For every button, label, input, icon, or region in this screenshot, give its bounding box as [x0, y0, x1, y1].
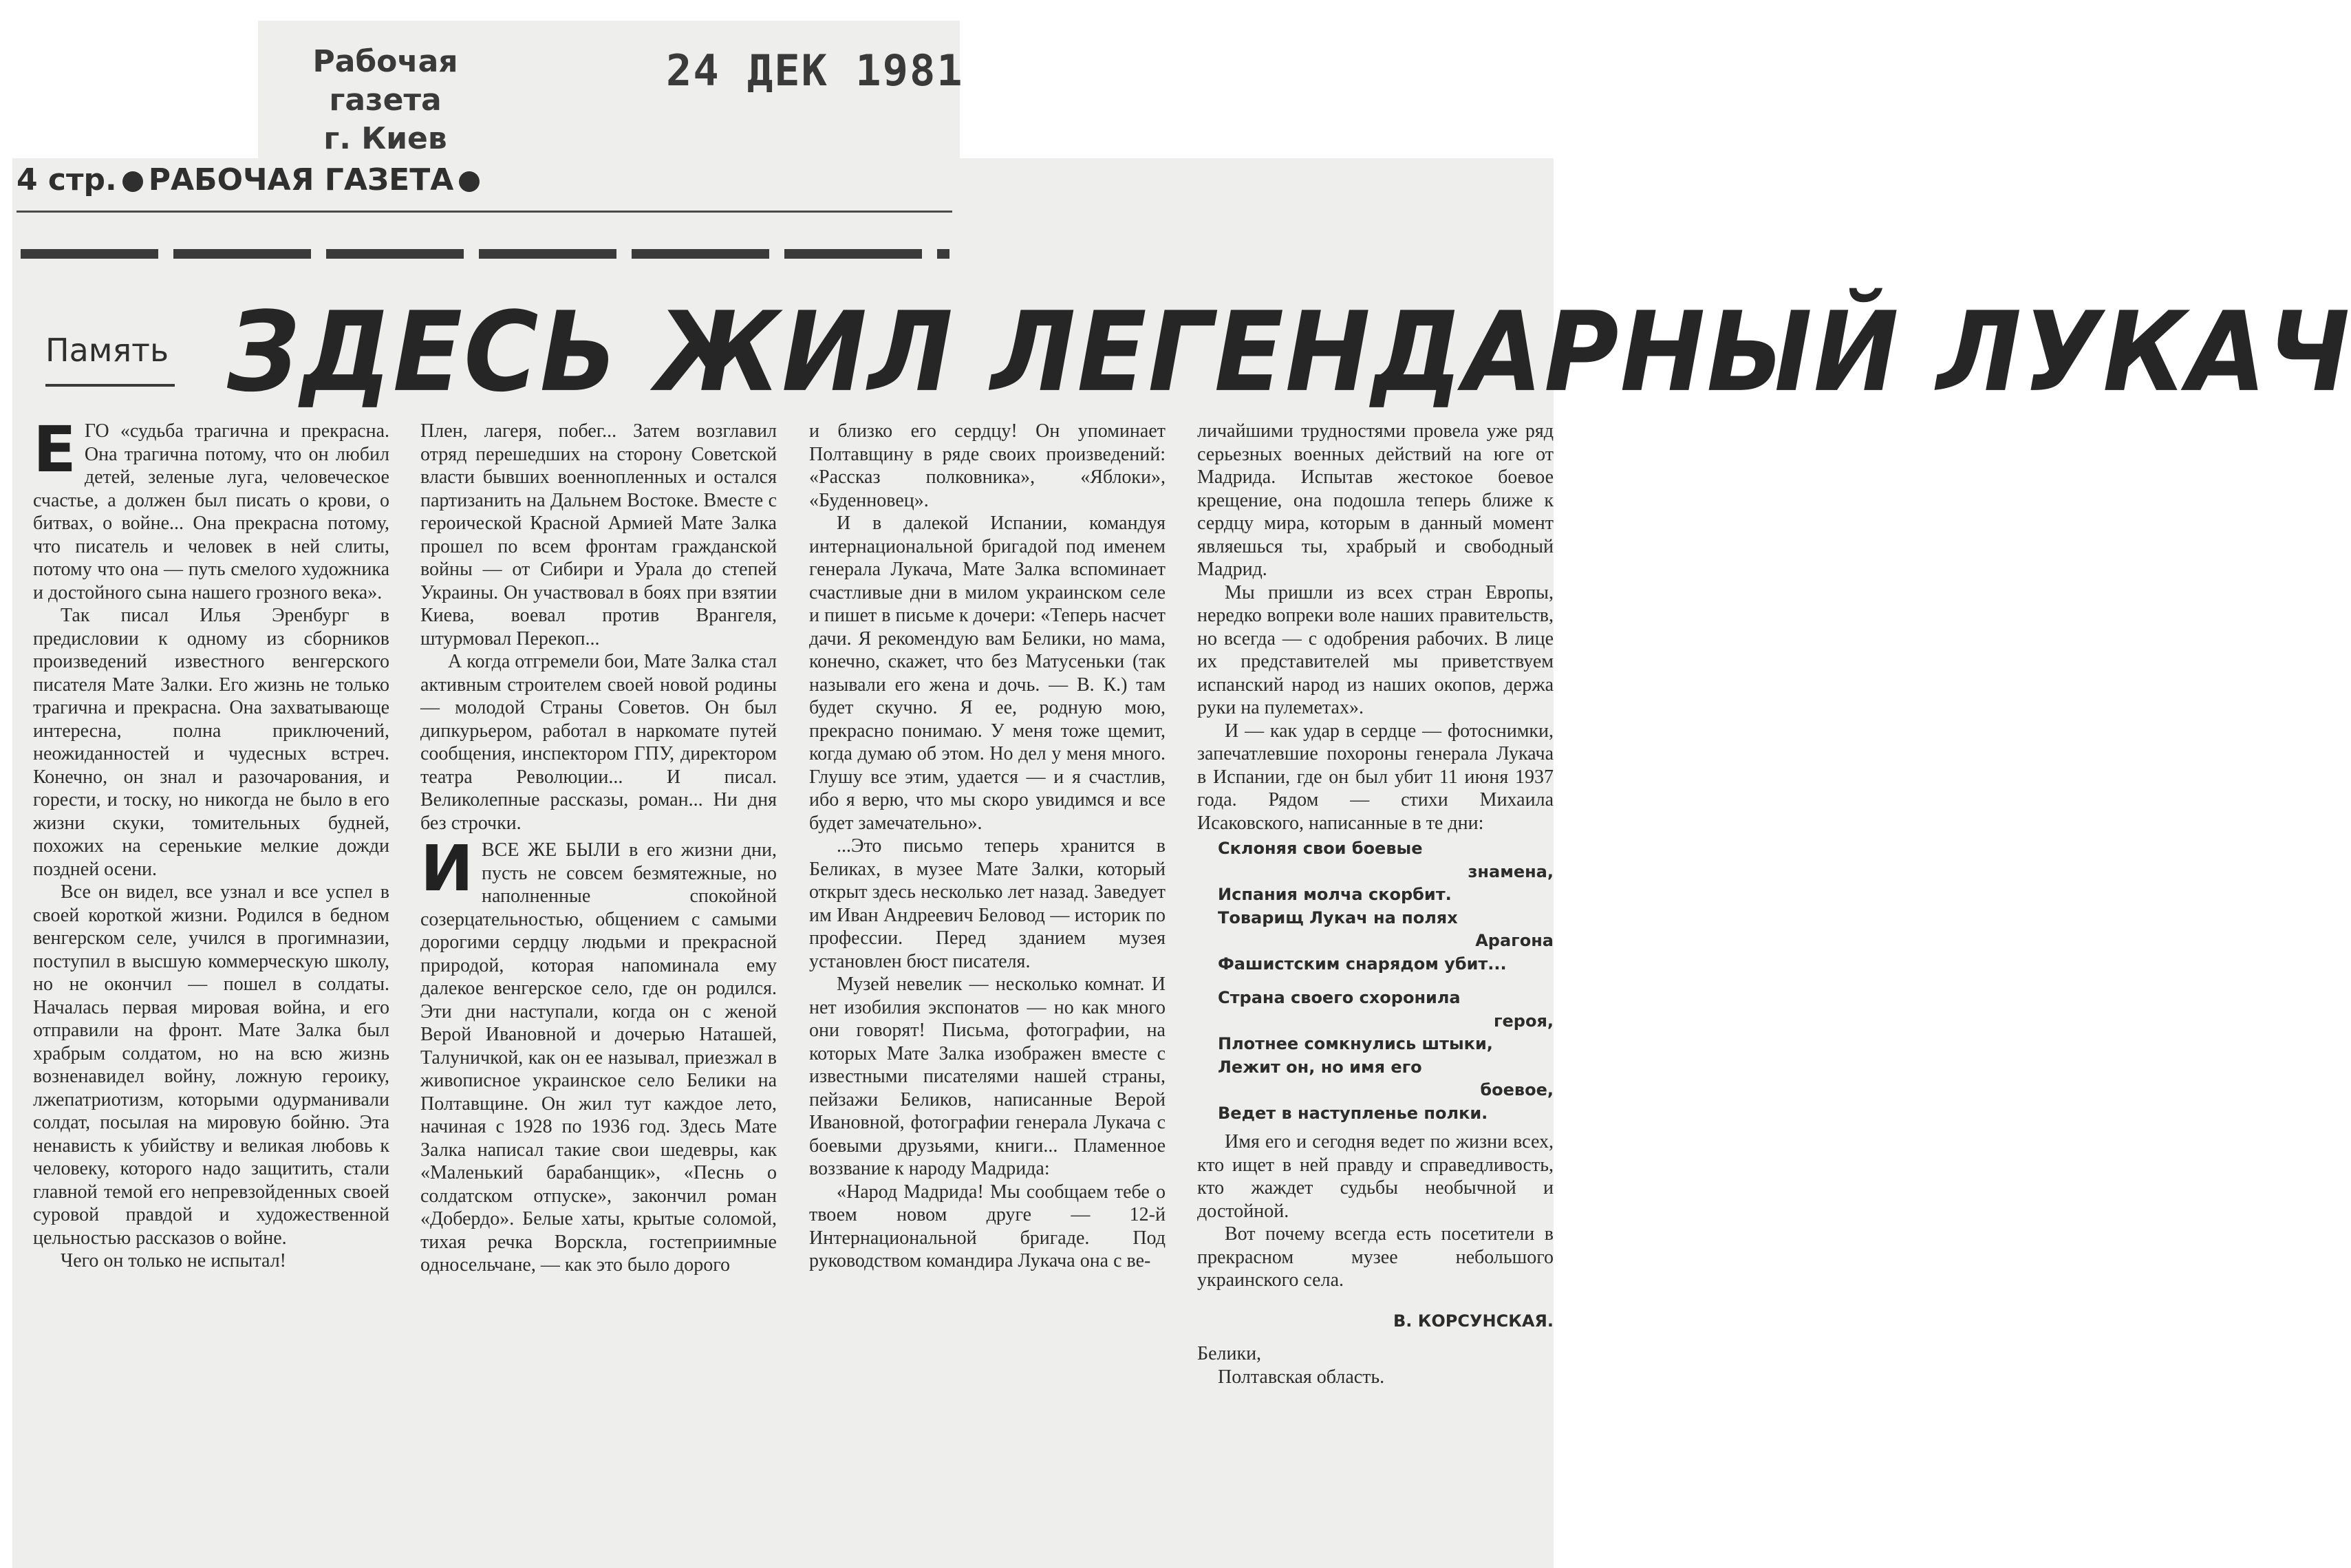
- poem-line: Склоняя свои боевые: [1218, 839, 1423, 858]
- page-folio: [17, 162, 485, 197]
- bullet-icon: [122, 171, 143, 192]
- paragraph: личайшими трудностями провела уже ряд серьезных военных действий на юге от Мадрида. Испытав жестокое боевое крещение, она подошла теперь ближе к сердцу мира, которым в данный момент являешься ты, храбрый и свободный Мадрид.: [1197, 420, 1554, 580]
- article-column-2: [420, 420, 777, 1568]
- poem-line: знамена,: [1468, 861, 1554, 881]
- paragraph: Плен, лагеря, побег... Затем возглавил отряд перешедших на сторону Советской власти бывших военнопленных и остался партизанить на Дальнем Востоке. Вместе с героической Красной Армией Мате Залка прошел по всем фронтам гражданской войны — от Сибири и Урала до степей Украины. Он участвовал в боях при взятии Киева, воевал против Врангеля, штурмовал Перекоп...: [420, 420, 777, 649]
- rubric-label: Память: [45, 332, 169, 369]
- paragraph: А когда отгремели бои, Мате Залка стал активным строителем своей новой родины — молодой Страны Советов. Он был дипкурьером, работал в наркомате путей сообщения, инспектором ГПУ, директором театра Революции... И писал. Великолепные рассказы, роман... Ни дня без строчки.: [420, 651, 777, 834]
- rubric-underline: [45, 384, 175, 387]
- paragraph: И — как удар в сердце — фотоснимки, запечатлевшие похороны генерала Лукача в Испании, где он был убит 11 июня 1937 года. Рядом — стихи Михаила Исаковского, написанные в те дни:: [1197, 720, 1554, 834]
- paragraph: Так писал Илья Эренбург в предисловии к одному из сборников произведений известного венгерского писателя Мате Залки. Его жизнь не только трагична и прекрасна. Она захватывающе интересна, полна приключений, неожиданностей и чудесных встреч. Конечно, он знал и разочарования, и горести, и тоску, но никогда не было в его жизни скуки, томительных будней, похожих на серенькие мелкие дожди поздней осени.: [33, 605, 389, 880]
- paragraph: Мы пришли из всех стран Европы, нередко вопреки воле наших правительств, но всегда — с одобрения рабочих. В лице их представителей мы приветствуем испанский народ из наших окопов, держа руки на пулеметах».: [1197, 581, 1554, 718]
- paragraph: И в далекой Испании, командуя интернациональной бригадой под именем генерала Лукача, Мате Залка вспоминает счастливые дни в милом украинском селе и пишет в письме к дочери: «Теперь насчет дачи. Я рекомендую вам Белики, но мама, конечно, скажет, что без Матусеньки (так называли его жена и дочь. — В. К.) там будет скучно. Я ее, родную мою, прекрасно понимаю. У меня тоже щемит, когда думаю об этом. Но дел у меня много. Глушу все этим, удается — и я счастлив, ибо я верю, что мы скоро увидимся и все будет замечательно».: [809, 513, 1166, 834]
- page-number: 4 стр.: [17, 162, 117, 197]
- poem-line: Арагона: [1475, 931, 1554, 950]
- paragraph: Все он видел, все узнал и все успел в своей короткой жизни. Родился в бедном венгерском селе, учился в прогимназии, поступил в высшую коммерческую школу, но не окончил — пошел в солдаты. Началась первая мировая война, и его отправили на фронт. Мате Залка был храбрым солдатом, но на всю жизнь возненавидел войну, ложную героику, лжепатриотизм, которыми одурманивали солдат, посылая на мировую бойню. Эта ненависть к убийству и великая любовь к человеку, которого надо защитить, стали главной темой его непревзойденных своей суровой правдой и художественной цельностью рассказов о войне.: [33, 881, 389, 1249]
- poem-line: Товарищ Лукач на полях: [1218, 907, 1458, 927]
- paragraph: Вот почему всегда есть посетители в прекрасном музее небольшого украинского села.: [1197, 1223, 1554, 1291]
- place-village: Белики,: [1197, 1343, 1262, 1364]
- article-headline: ЗДЕСЬ ЖИЛ ЛЕГЕНДАРНЫЙ ЛУКАЧ: [227, 288, 2351, 416]
- poem-line: Испания молча скорбит.: [1218, 885, 1452, 904]
- poem-line: героя,: [1493, 1011, 1554, 1031]
- newspaper-name: РАБОЧАЯ ГАЗЕТА: [148, 162, 454, 197]
- paragraph: Чего он только не испытал!: [61, 1250, 286, 1271]
- dashed-divider: [21, 249, 949, 259]
- poem-line: Лежит он, но имя его: [1218, 1057, 1422, 1077]
- poem-stanza: [1218, 837, 1554, 976]
- paragraph: Имя его и сегодня ведет по жизни всех, кто ищет в ней правду и справедливость, кто жаждет судьбы необычной и достойной.: [1197, 1131, 1554, 1222]
- folio-rule: [17, 211, 952, 213]
- article-column-1: [33, 413, 389, 1568]
- paragraph: ...Это письмо теперь хранится в Беликах, в музее Мате Залки, который открыт здесь несколько лет назад. Заведует им Иван Андреевич Беловод — историк по профессии. Перед зданием музея установлен бюст писателя.: [809, 835, 1166, 972]
- clipping-stamp-date: 24 ДЕК 1981: [666, 45, 964, 96]
- paragraph: ИВСЕ ЖЕ БЫЛИ в его жизни дни, пусть не совсем безмятежные, но наполненные спокойной созерцательностью, общением с самыми дорогими сердцу людьми и прекрасной природой, которая напоминала ему далекое венгерское село, где он родился. Эти дни наступали, когда он с женой Верой Ивановной и дочерью Наташей, Талуничкой, как он ее называл, приезжал в живописное украинское село Белики на Полтавщине. Он жил тут каждое лето, начиная с 1928 по 1936 год. Здесь Мате Залка написал такие свои шедевры, как «Маленький барабанщик», «Песнь о солдатском отпуске», закончил роман «Добердо». Белые хаты, крытые соломой, тихая речка Ворскла, гостеприимные односельчане, — как это было дорого: [420, 832, 777, 1276]
- poem: [1218, 837, 1554, 1125]
- paragraph: и близко его сердцу! Он упоминает Полтавщину в ряде своих произведений: «Рассказ полковника», «Яблоки», «Буденновец».: [809, 420, 1166, 511]
- article-column-3: [809, 420, 1166, 1568]
- bullet-icon: [459, 171, 480, 192]
- place-region: Полтавская область.: [1218, 1366, 1385, 1388]
- paragraph: «Народ Мадрида! Мы сообщаем тебе о твоем новом друге — 12-й Интернациональной бригаде. Под руководством командира Лукача она с ве-: [809, 1181, 1166, 1271]
- paragraph: ЕГО «судьба трагична и прекрасна. Она трагична потому, что он любил детей, зеленые луга, человеческое счастье, а должен был писать о крови, о битвах, о войне... Она прекрасна потому, что писатель и человек в ней слиты, потому что она — путь смелого художника и достойного сына нашего грозного века».: [33, 413, 389, 603]
- dateline-place: [1197, 1342, 1554, 1388]
- poem-line: боевое,: [1480, 1080, 1554, 1099]
- poem-line: Страна своего схоронила: [1218, 988, 1461, 1007]
- poem-line: Плотнее сомкнулись штыки,: [1218, 1034, 1493, 1053]
- author-signature: В. КОРСУНСКАЯ.: [1393, 1311, 1554, 1331]
- drop-cap: И: [420, 832, 473, 905]
- poem-line: Ведет в наступленье полки.: [1218, 1103, 1488, 1123]
- poem-line: Фашистским снарядом убит...: [1218, 954, 1507, 974]
- article-column-4: [1197, 420, 1554, 1568]
- clipping-stamp-publication: Рабочая газета г. Киев: [312, 44, 458, 156]
- paragraph: Музей невелик — несколько комнат. И нет изобилия экспонатов — но как много они говорят! Письма, фотографии, на которых Мате Залка изображен вместе с известными писателями нашей страны, пейзажи Беликов, написанные Верой Ивановной, фотографии генерала Лукача с боевыми друзьями, книги... Пламенное воззвание к народу Мадрида:: [809, 974, 1166, 1179]
- drop-cap: Е: [33, 413, 76, 486]
- poem-stanza: [1218, 987, 1554, 1125]
